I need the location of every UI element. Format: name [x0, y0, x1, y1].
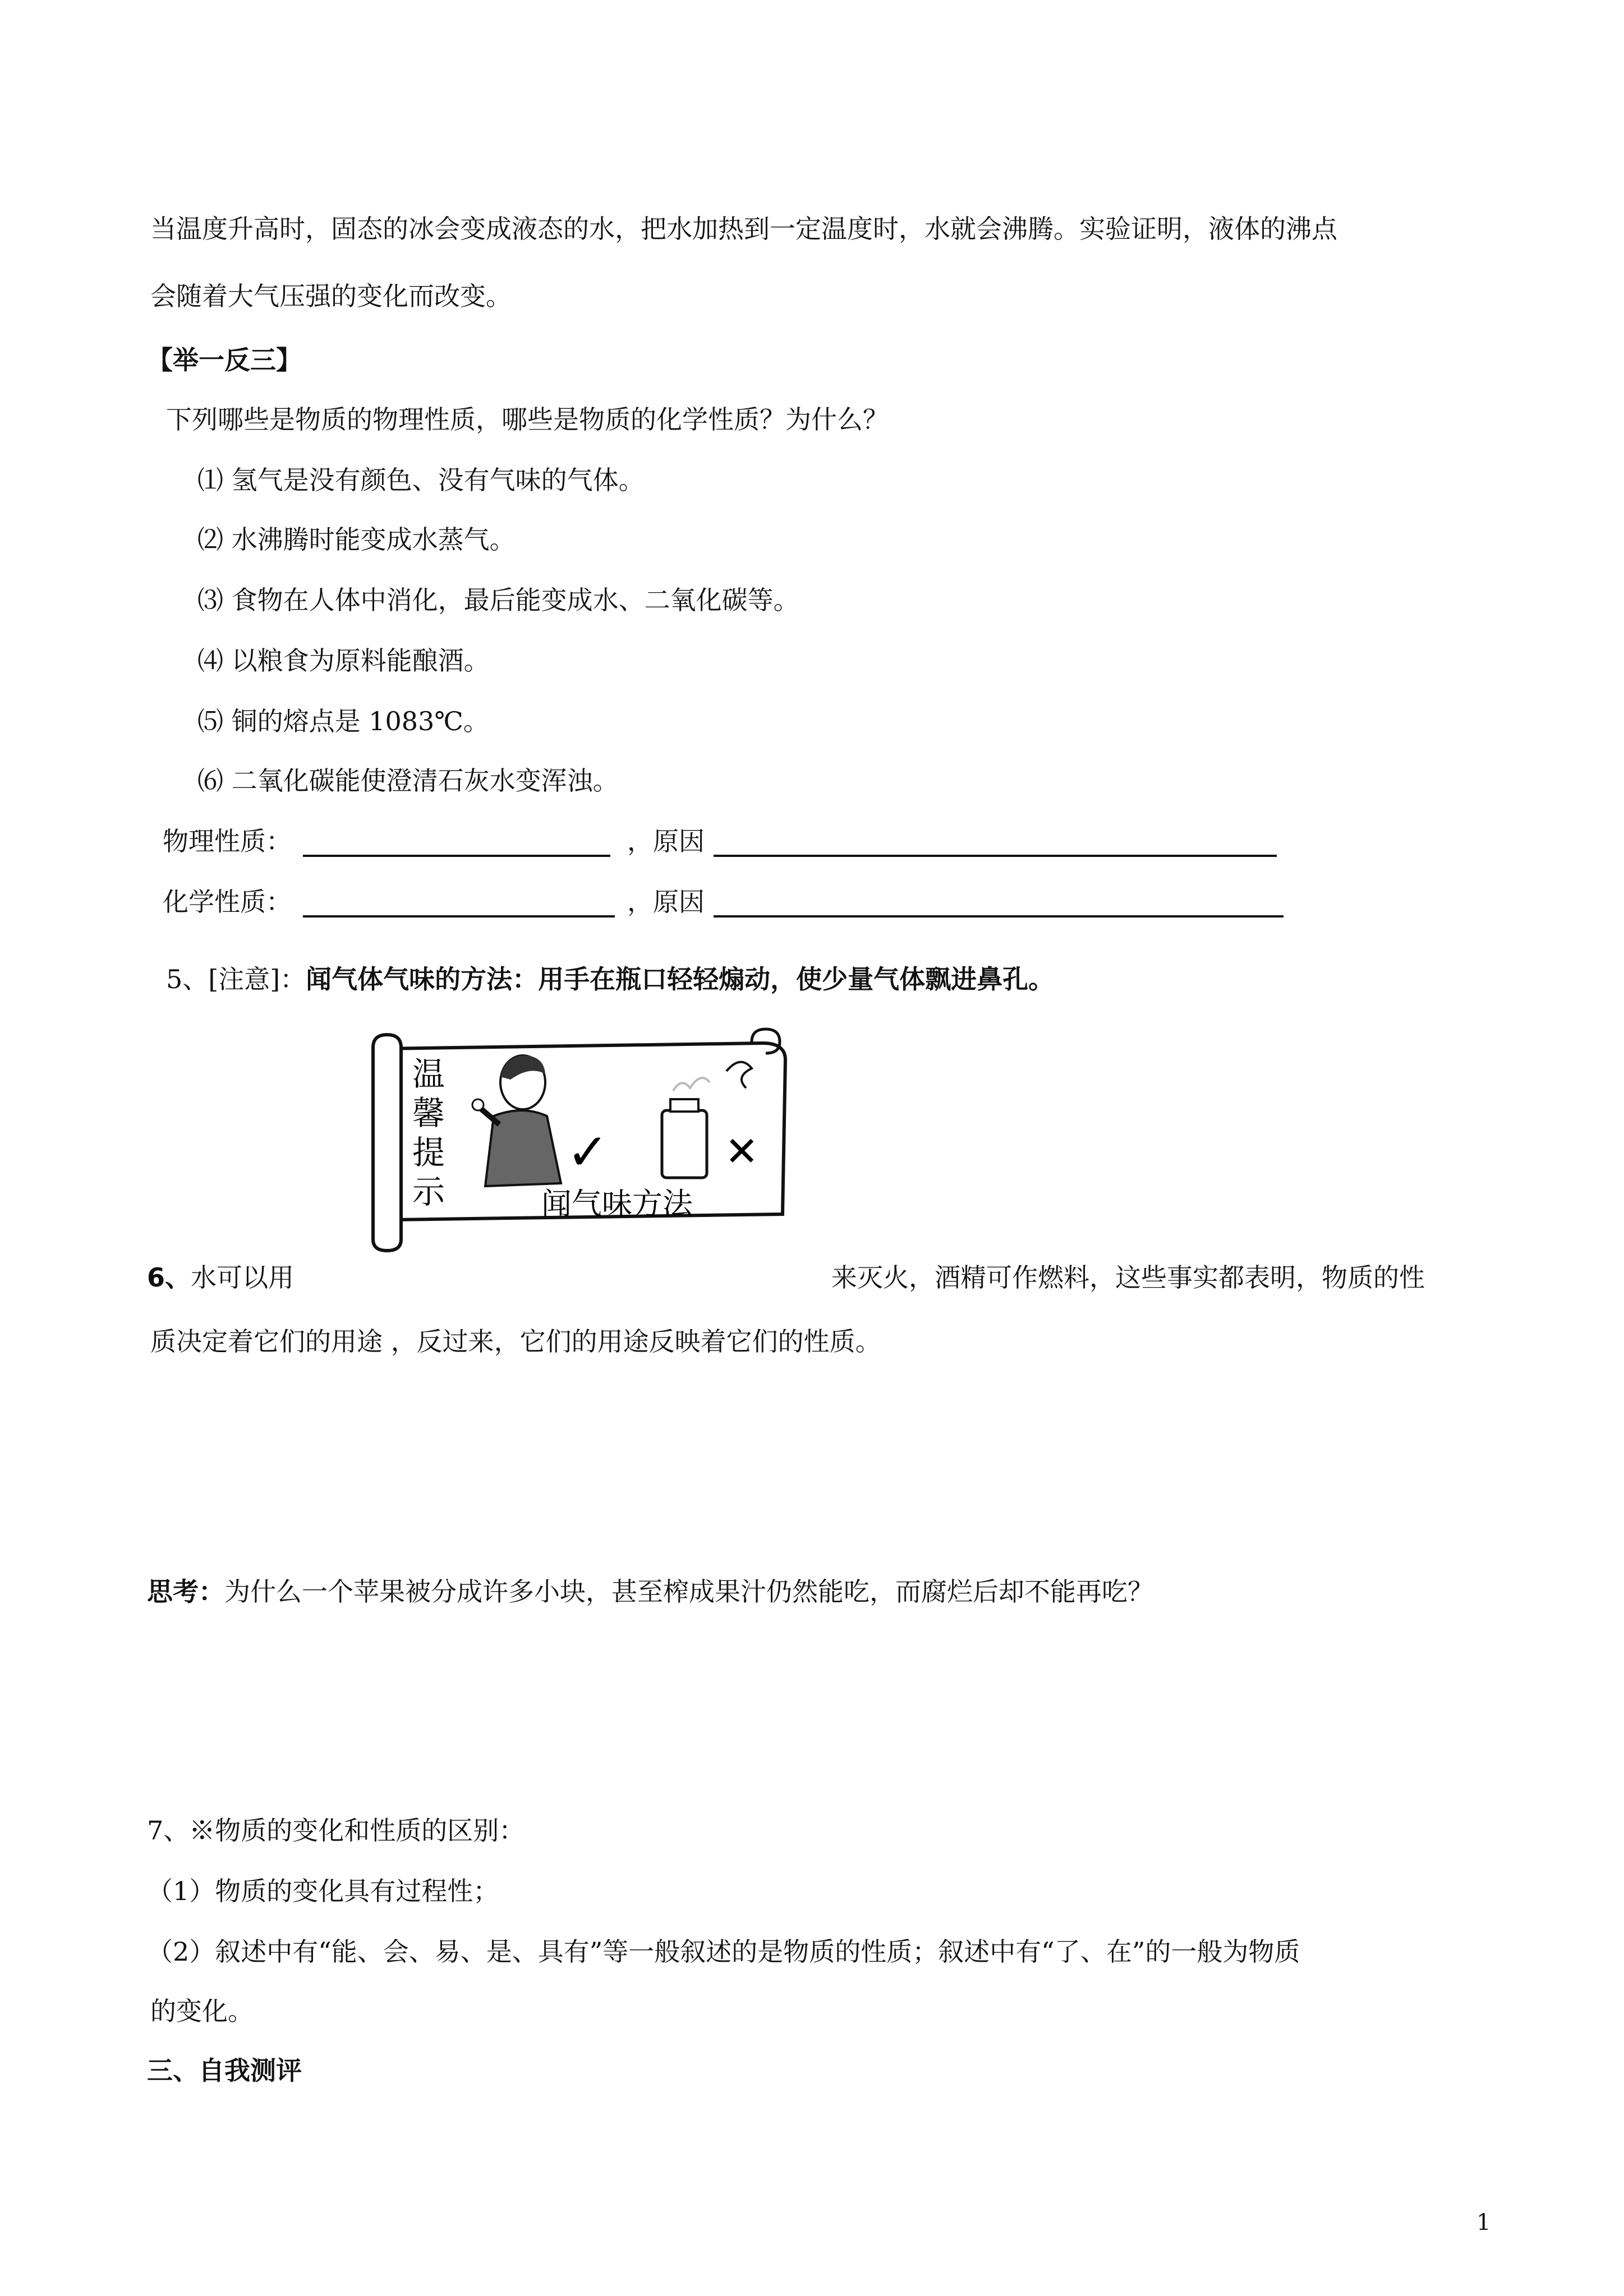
- item-text: 铜的熔点是 1083℃。: [231, 706, 489, 736]
- intro-line-2: 会随着大气压强的变化而改变。: [150, 281, 512, 311]
- smell-method-illustration: [359, 1021, 797, 1256]
- section-3-heading: 三、自我测评: [147, 2055, 302, 2086]
- illustration-caption: 闻气味方法: [541, 1186, 693, 1221]
- item-number: ⑵: [197, 524, 223, 555]
- item-number: ⑸: [197, 706, 223, 736]
- physical-property-label: 物理性质：: [163, 826, 292, 856]
- item-number: ⑴: [197, 465, 223, 495]
- item-number: ⑶: [197, 585, 223, 615]
- think-text: 为什么一个苹果被分成许多小块，甚至榨成果汁仍然能吃，而腐烂后却不能再吃？: [224, 1576, 1153, 1607]
- hand-waving-icon: [726, 1062, 752, 1088]
- note-5-text: 闻气体气味的方法：用手在瓶口轻轻煽动，使少量气体飘进鼻孔。: [306, 964, 1055, 994]
- list-item: [197, 583, 799, 617]
- item-number: ⑷: [197, 646, 223, 676]
- chemical-reason-label: ，原因: [627, 887, 705, 917]
- item-6-line-2: 质决定着它们的用途 ，反过来，它们的用途反映着它们的性质。: [150, 1326, 881, 1357]
- side-char: 示: [412, 1173, 445, 1211]
- side-char: 温: [412, 1055, 445, 1093]
- item-number: ⑹: [197, 766, 223, 796]
- example-question: 下列哪些是物质的物理性质，哪些是物质的化学性质？为什么？: [166, 404, 889, 435]
- scroll-right-roll-icon: [752, 1029, 780, 1053]
- list-item: [197, 764, 619, 797]
- cross-icon: ✕: [725, 1128, 759, 1175]
- item-6-prefix: 6、: [147, 1262, 191, 1293]
- item-6-line-1: [147, 1261, 294, 1294]
- example-heading: 【举一反三】: [147, 345, 302, 375]
- item-7-point-1: （1）物质的变化具有过程性；: [147, 1876, 499, 1906]
- list-item: [197, 523, 516, 556]
- list-item: [197, 704, 489, 738]
- item-text: 二氧化碳能使澄清石灰水变浑浊。: [231, 766, 619, 796]
- side-char: 提: [412, 1133, 445, 1172]
- list-item: [197, 644, 490, 677]
- item-7-point-2: （2）叙述中有“能、会、易、是、具有”等一般叙述的是物质的性质；叙述中有“了、在”的一般为物质: [147, 1937, 1300, 1967]
- item-text: 水沸腾时能变成水蒸气。: [231, 524, 516, 555]
- physical-reason-blank[interactable]: [714, 855, 1277, 857]
- person-smelling-icon: [472, 1055, 561, 1186]
- chemical-reason-blank[interactable]: [714, 915, 1283, 918]
- note-5: [166, 962, 1054, 996]
- intro-line-1: 当温度升高时，固态的冰会变成液态的水，把水加热到一定温度时，水就会沸腾。实验证明，液体的沸点: [150, 214, 1337, 244]
- chemical-answer-blank[interactable]: [303, 915, 615, 918]
- item-text: 氢气是没有颜色、没有气味的气体。: [231, 465, 645, 495]
- think-question: [147, 1575, 1153, 1608]
- think-label: 思考：: [147, 1576, 224, 1607]
- physical-reason-label: ，原因: [627, 826, 705, 856]
- page-number: 1: [1476, 2210, 1491, 2235]
- item-6-part-2: 来灭火，酒精可作燃料，这些事实都表明，物质的性: [831, 1262, 1425, 1293]
- bottle-icon: [662, 1078, 710, 1178]
- physical-answer-blank[interactable]: [303, 855, 610, 857]
- check-icon: ✓: [567, 1123, 609, 1182]
- scroll-left-roll-icon: [373, 1035, 401, 1251]
- side-char: 馨: [412, 1094, 445, 1132]
- item-7-title: 7、※物质的变化和性质的区别：: [147, 1815, 525, 1846]
- chemical-property-label: 化学性质：: [163, 887, 292, 917]
- item-7-point-2-cont: 的变化。: [150, 1996, 254, 2026]
- list-item: [197, 463, 645, 497]
- note-5-prefix: 5、[注意]：: [166, 964, 306, 994]
- item-text: 以粮食为原料能酿酒。: [231, 646, 490, 676]
- item-6-part-1: 水可以用: [191, 1262, 295, 1293]
- item-text: 食物在人体中消化，最后能变成水、二氧化碳等。: [231, 585, 799, 615]
